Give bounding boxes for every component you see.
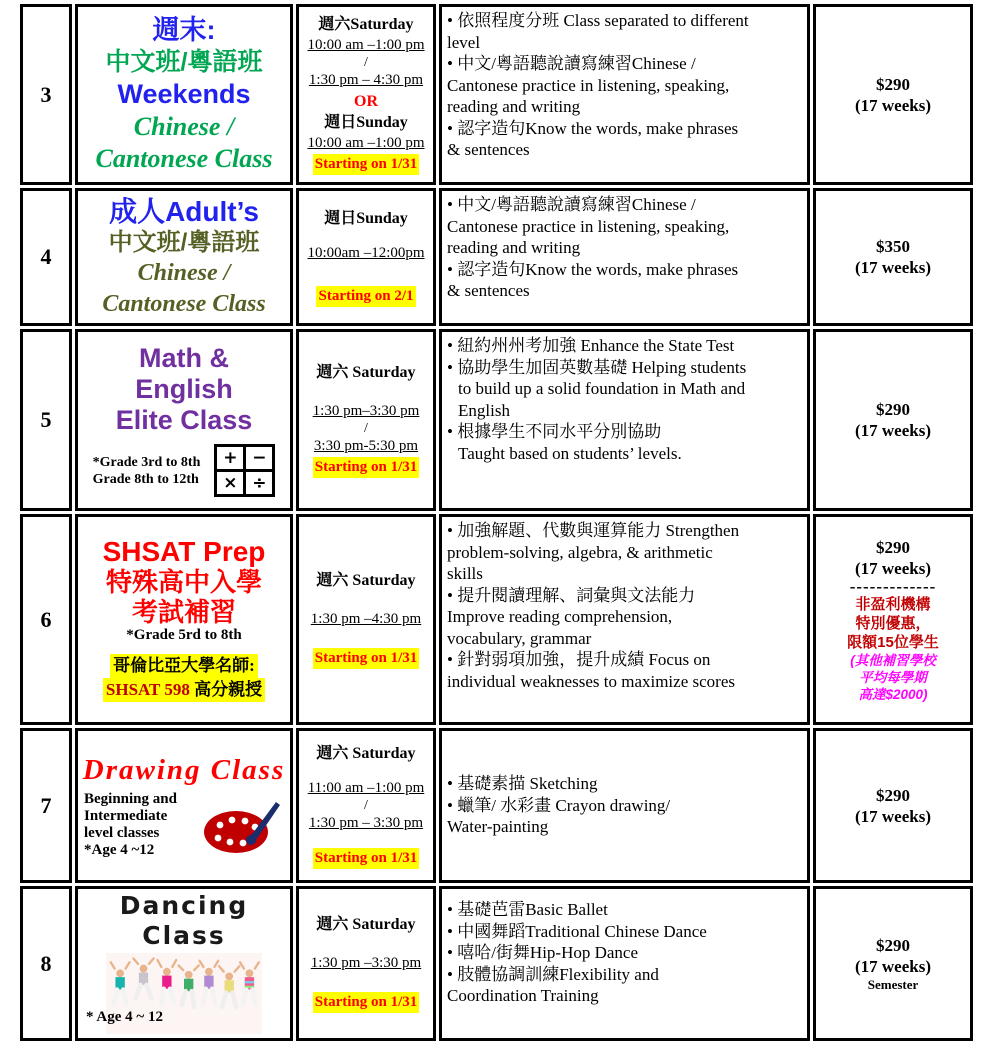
schedule-or: OR <box>354 93 378 110</box>
class-title: 成人Adult’s <box>109 195 259 227</box>
semester-label: Semester <box>867 977 919 992</box>
subtitle-line: *Age 4 ~12 <box>84 841 155 858</box>
schedule-time: 11:00 am –1:00 pm <box>307 779 425 796</box>
class-title-cell <box>75 329 293 511</box>
description-line: • 認字造句Know the words, make phrases <box>447 118 739 138</box>
starting-date-badge: Starting on 2/1 <box>316 286 415 307</box>
class-title: SHSAT Prep <box>102 536 266 567</box>
promo-line: 非盈利機構 <box>855 595 931 613</box>
starting-date-badge: Starting on 1/31 <box>313 648 420 669</box>
class-title: Dancing Class <box>119 891 249 950</box>
subtitle-line: Beginning and Intermediate <box>84 790 177 824</box>
class-title: 特殊高中入學 <box>105 567 262 597</box>
starting-date-badge: Starting on 1/31 <box>313 848 420 869</box>
description-line: Taught based on students’ levels. <box>458 443 682 463</box>
schedule-day: 週六 Saturday <box>316 364 416 381</box>
description-line: Cantonese practice in listening, speaking, <box>447 216 730 236</box>
description-line: Water-painting <box>447 817 549 837</box>
class-title-cell <box>75 728 293 883</box>
grade-line: *Grade 3rd to 8th <box>92 454 201 470</box>
math-operations-icon <box>214 444 275 497</box>
description-line: skills <box>447 564 483 583</box>
class-title-cell <box>75 886 293 1041</box>
class-title: Drawing Class <box>82 753 286 786</box>
schedule-slash: / <box>364 797 368 813</box>
description-line: • 根據學生不同水平分別協助 <box>447 422 662 441</box>
row-number: 3 <box>20 4 72 185</box>
note-line: 高達$2000) <box>858 686 928 702</box>
tutor-highlight: 哥倫比亞大學名師: <box>110 654 258 678</box>
class-schedule-table <box>20 4 973 1041</box>
description-line: • 中國舞蹈Traditional Chinese Dance <box>447 921 707 941</box>
row-number: 8 <box>20 886 72 1041</box>
grade-and-icon <box>93 444 276 497</box>
class-subtitle <box>84 791 200 859</box>
description-line: • 肢體協調訓練Flexibility and <box>447 964 659 984</box>
price-amount: $290 <box>876 74 910 94</box>
subtitle-and-icon <box>82 791 286 859</box>
description-line: • 提升閱讀理解、詞彙與文法能力 <box>447 585 696 605</box>
age-range: * Age 4 ~ 12 <box>86 1009 163 1025</box>
description-line: • 紐約州州考加強 Enhance the State Test <box>447 336 735 355</box>
price-amount: $350 <box>876 237 910 256</box>
schedule-cell <box>296 188 436 326</box>
description-line: & sentences <box>447 140 530 159</box>
plus-icon: + <box>217 447 243 469</box>
schedule-cell <box>296 886 436 1041</box>
schedule-time: 1:30 pm –3:30 pm <box>310 955 422 971</box>
price-amount: $290 <box>876 785 910 805</box>
schedule-day: 週六 Saturday <box>316 744 416 762</box>
description-line: to build up a solid foundation in Math and <box>458 379 746 398</box>
paint-palette-icon <box>200 794 284 856</box>
schedule-cell <box>296 514 436 725</box>
row-number: 4 <box>20 188 72 326</box>
schedule-day: 週日Sunday <box>324 114 408 131</box>
description-line: Coordination Training <box>447 986 599 1005</box>
class-title: Math & <box>139 343 229 373</box>
class-title: Chinese / <box>137 259 231 286</box>
schedule-time: 1:30 pm–3:30 pm <box>312 403 420 419</box>
description-cell <box>439 329 810 511</box>
price-cell <box>813 728 973 883</box>
price-term: (17 weeks) <box>854 957 931 976</box>
grade-line: *Grade 5rd to 8th <box>126 627 242 643</box>
class-title: 中文班/粵語班 <box>108 228 260 256</box>
class-title: 中文班/粵語班 <box>105 48 263 76</box>
description-line: reading and writing <box>447 238 581 257</box>
class-title: Cantonese Class <box>102 290 266 317</box>
price-cell <box>813 4 973 185</box>
schedule-time: 10:00am –12:00pm <box>307 244 425 261</box>
description-line: • 認字造句Know the words, make phrases <box>447 259 739 279</box>
shsat-score: SHSAT 598 <box>105 680 190 699</box>
description-line: • 中文/粵語聽說讀寫練習Chinese / <box>447 195 696 214</box>
description-cell <box>439 728 810 883</box>
description-line: • 依照程度分班 Class separated to different <box>447 11 749 30</box>
price-amount: $290 <box>876 400 910 419</box>
price-cell <box>813 188 973 326</box>
description-line: & sentences <box>447 281 530 300</box>
schedule-cell <box>296 329 436 511</box>
schedule-time: 3:30 pm-5:30 pm <box>313 438 419 454</box>
price-term: (17 weeks) <box>854 258 931 277</box>
description-cell <box>439 886 810 1041</box>
description-line: level <box>447 32 481 52</box>
price-term: (17 weeks) <box>854 95 931 115</box>
class-title: Elite Class <box>115 405 253 435</box>
class-title-cell <box>75 188 293 326</box>
schedule-cell <box>296 4 436 185</box>
divide-icon: ÷ <box>246 472 272 494</box>
table-row <box>20 886 973 1041</box>
description-line: • 協助學生加固英數基礎 Helping students <box>447 357 747 377</box>
price-amount: $290 <box>876 936 910 955</box>
starting-date-badge: Starting on 1/31 <box>313 992 420 1013</box>
promo-line: 限額15位學生 <box>847 633 939 651</box>
promo-line: 特別優惠， <box>855 614 931 632</box>
description-cell <box>439 4 810 185</box>
table-row <box>20 188 973 326</box>
price-cell <box>813 886 973 1041</box>
grade-range <box>93 454 201 488</box>
table-row <box>20 329 973 511</box>
description-line: problem-solving, algebra, & arithmetic <box>447 542 713 562</box>
note-line: 平均每學期 <box>859 669 927 685</box>
class-title: English <box>135 374 233 404</box>
price-cell <box>813 514 973 725</box>
description-line: Improve reading comprehension, <box>447 607 673 626</box>
schedule-time: 1:30 pm – 4:30 pm <box>308 72 424 88</box>
schedule-day: 週六 Saturday <box>316 572 416 589</box>
note-line: (其他補習學校 <box>850 652 936 668</box>
description-line: • 中文/粵語聽說讀寫練習Chinese / <box>447 54 696 73</box>
price-amount: $290 <box>876 537 910 557</box>
price-term: (17 weeks) <box>854 558 931 578</box>
schedule-time: 10:00 am –1:00 pm <box>307 135 425 151</box>
class-title: Chinese / <box>133 112 235 141</box>
class-title: Weekends <box>117 79 251 109</box>
class-title-cell <box>75 514 293 725</box>
description-cell <box>439 514 810 725</box>
description-line: Cantonese practice in listening, speaking, <box>447 75 730 95</box>
price-cell <box>813 329 973 511</box>
score-caption: 高分親授 <box>189 680 263 699</box>
row-number: 5 <box>20 329 72 511</box>
description-cell <box>439 188 810 326</box>
description-line: vocabulary, grammar <box>447 628 592 648</box>
description-line: • 基礎素描 Sketching <box>447 774 598 794</box>
description-line: • 針對弱項加強，提升成績 Focus on <box>447 650 711 669</box>
starting-date-badge: Starting on 1/31 <box>313 457 420 478</box>
divider: ------------- <box>849 576 937 596</box>
score-highlight <box>103 678 265 702</box>
description-line: • 加強解題、代數與運算能力 Strengthen <box>447 521 740 540</box>
price-term: (17 weeks) <box>854 421 931 440</box>
table-row <box>20 4 973 185</box>
schedule-day: 週六 Saturday <box>316 916 416 933</box>
schedule-cell <box>296 728 436 883</box>
schedule-time: 1:30 pm –4:30 pm <box>310 611 422 627</box>
subtitle-line: level classes <box>84 824 160 841</box>
starting-date-badge: Starting on 1/31 <box>313 154 420 175</box>
description-line: • 嘻哈/街舞Hip-Hop Dance <box>447 943 639 962</box>
multiply-icon: × <box>217 472 243 494</box>
grade-line: Grade 8th to 12th <box>92 471 199 487</box>
schedule-time: 1:30 pm – 3:30 pm <box>308 814 424 831</box>
description-line: individual weaknesses to maximize scores <box>447 671 735 691</box>
class-title: Cantonese Class <box>95 144 273 173</box>
schedule-day: 週日Sunday <box>324 209 408 227</box>
price-term: (17 weeks) <box>854 806 931 826</box>
description-line: English <box>458 400 510 420</box>
schedule-time: 10:00 am –1:00 pm <box>307 37 425 53</box>
schedule-slash: / <box>364 55 368 70</box>
schedule-day: 週六Saturday <box>318 16 414 33</box>
row-number: 6 <box>20 514 72 725</box>
description-line: reading and writing <box>447 97 581 116</box>
class-title-cell <box>75 4 293 185</box>
class-title: 考試補習 <box>131 597 236 627</box>
schedule-slash: / <box>364 421 368 436</box>
table-row <box>20 514 973 725</box>
description-line: • 蠟筆/ 水彩畫 Crayon drawing/ <box>447 795 671 815</box>
minus-icon: − <box>246 447 272 469</box>
description-line: • 基礎芭雷Basic Ballet <box>447 900 608 919</box>
row-number: 7 <box>20 728 72 883</box>
table-row <box>20 728 973 883</box>
class-title: 週末: <box>152 15 216 45</box>
